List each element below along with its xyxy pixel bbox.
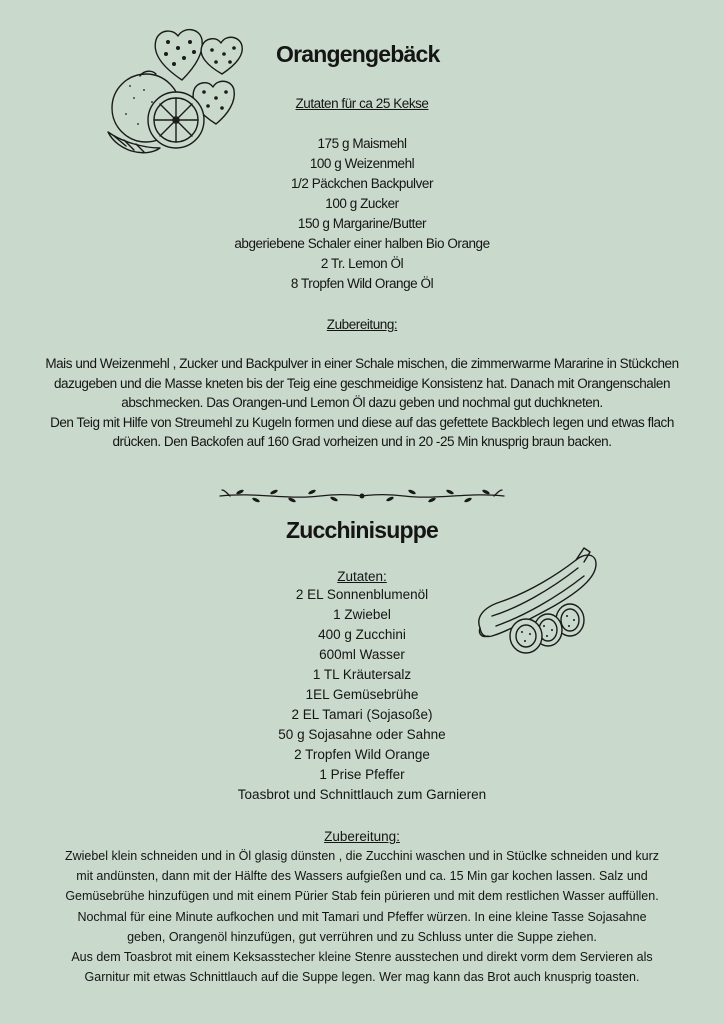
instruction-line: drücken. Den Backofen auf 160 Grad vorheizen und in 20 -25 Min knusprig braun backen.: [112, 434, 612, 449]
recipe-1-title: Orangengebäck: [276, 41, 440, 67]
ingredient-line: 2 Tr. Lemon Öl: [320, 256, 404, 271]
instruction-line: Mais und Weizenmehl , Zucker und Backpulver in einer Schale mischen, die zimmerwarme Mararine in Stückchen: [45, 356, 679, 371]
ingredient-line: 2 Tropfen Wild Orange: [294, 747, 430, 762]
ingredient-line: 100 g Weizenmehl: [309, 156, 415, 171]
ingredient-line: abgeriebene Schaler einer halben Bio Orange: [234, 236, 490, 251]
instruction-line: Nochmal für eine Minute aufkochen und mit Tamari und Pfeffer würzen. In eine kleine Tasse Sojasahne: [77, 909, 647, 924]
recipe-1-ingredient-list: [0, 134, 724, 294]
instruction-line: geben, Orangenöl hinzufügen, gut verrühren und zu Schluss unter die Suppe ziehen.: [127, 929, 597, 944]
ingredient-line: 2 EL Sonnenblumenöl: [295, 587, 429, 602]
ingredient-line: 50 g Sojasahne oder Sahne: [278, 727, 446, 742]
recipe-2-prep-heading: Zubereitung:: [324, 829, 400, 844]
recipe-2-ingredients-section: [0, 568, 724, 586]
recipe-2-instructions: [28, 846, 696, 987]
instruction-line: Garnitur mit etwas Schnittlauch auf die Suppe legen. Wer mag kann das Brot auch knusprig toasten.: [84, 970, 640, 985]
instruction-line: Den Teig mit Hilfe von Streumehl zu Kugeln formen und diese auf das gefettete Backblech legen und etwas flach: [50, 414, 674, 430]
recipe-2-ingredient-list: [0, 585, 724, 805]
recipe-1-subtitle: [0, 95, 724, 113]
ingredient-line: 2 EL Tamari (Sojasoße): [291, 707, 433, 722]
ingredient-line: 150 g Margarine/Butter: [297, 216, 427, 231]
vine-divider: [216, 486, 508, 506]
instruction-line: dazugeben und die Masse kneten bis der Teig eine geschmeidige Konsistenz hat. Danach mit Orangenschalen: [53, 375, 671, 391]
recipe-1-prep-heading: Zubereitung:: [326, 317, 398, 332]
ingredient-line: 1 Prise Pfeffer: [319, 767, 405, 782]
ingredient-line: 400 g Zucchini: [318, 627, 406, 642]
recipe-2-title: Zucchinisuppe: [286, 517, 438, 543]
recipe-2-prep-section: [0, 828, 724, 846]
ingredient-line: 1/2 Päckchen Backpulver: [291, 176, 433, 191]
ingredient-line: 1 Zwiebel: [333, 607, 391, 622]
ingredient-line: 100 g Zucker: [325, 196, 399, 211]
ingredient-line: 600ml Wasser: [319, 647, 405, 662]
ingredient-line: 8 Tropfen Wild Orange Öl: [290, 276, 434, 291]
instruction-line: abschmecken. Das Orangen-und Lemon Öl dazu geben und nochmal gut duchkneten.: [121, 395, 603, 410]
recipe-2-ingredients-heading: Zutaten:: [337, 569, 387, 584]
ingredient-line: 175 g Maismehl: [317, 136, 407, 151]
instruction-line: Aus dem Toasbrot mit einem Keksasstecher kleine Stenre ausstechen und direkt vorm dem Servieren als: [71, 950, 653, 965]
recipe-1-prep-section: [0, 316, 724, 334]
ingredient-line: 1 TL Kräutersalz: [312, 667, 412, 682]
instruction-line: Zwiebel klein schneiden und in Öl glasig dünsten , die Zucchini waschen und in Stüclke schneiden und kurz: [64, 849, 660, 863]
instruction-line: mit andünsten, dann mit der Hälfte des Wassers aufgießen und ca. 15 Min gar kochen lassen. Salz und: [76, 869, 648, 884]
ingredient-line: 1EL Gemüsebrühe: [305, 687, 419, 702]
recipe-1-servings: Zutaten für ca 25 Kekse: [295, 96, 429, 111]
ingredient-line: Toasbrot und Schnittlauch zum Garnieren: [237, 787, 487, 802]
instruction-line: Gemüsebrühe hinzufügen und mit einem Pürier Stab fein pürieren und mit dem restlichen Wasser auffüllen.: [65, 889, 659, 904]
recipe-1-instructions: [30, 354, 694, 452]
